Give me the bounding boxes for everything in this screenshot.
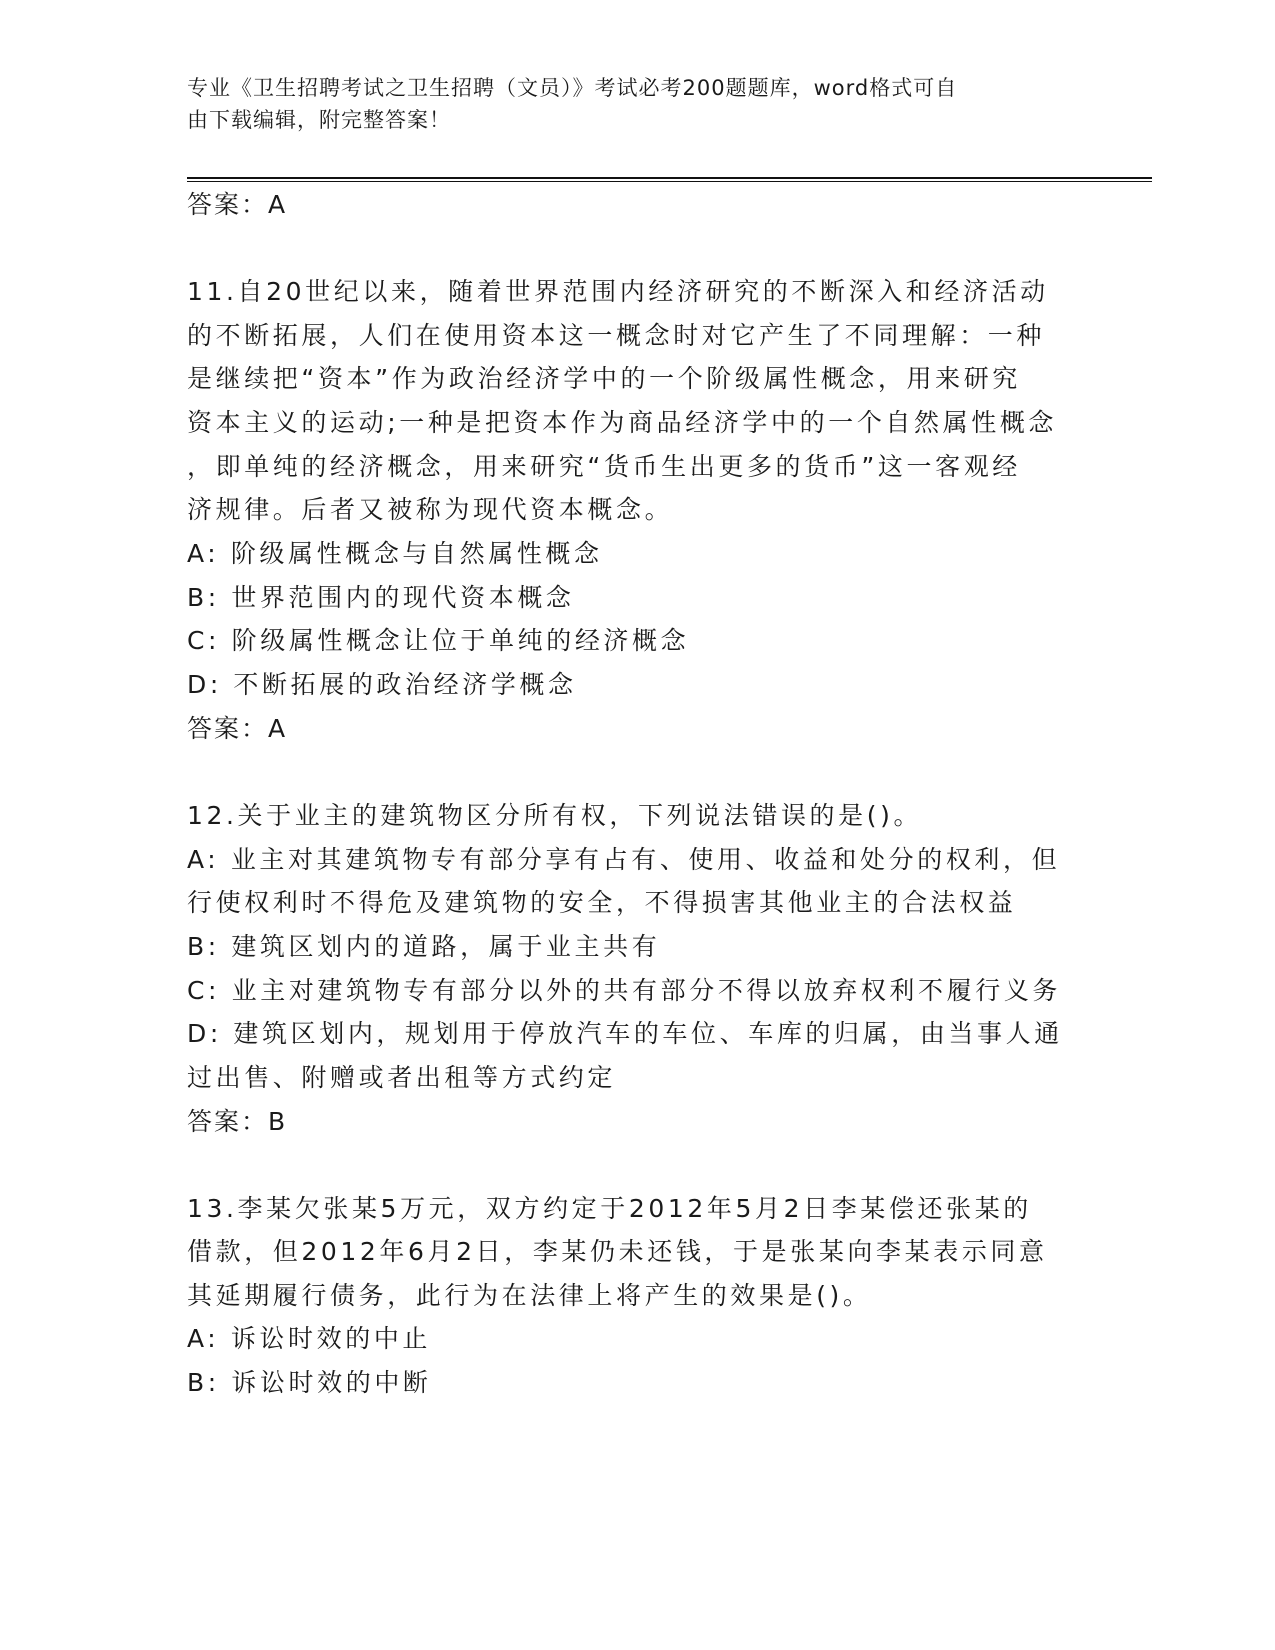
q11-option-b: B: 世界范围内的现代资本概念	[187, 583, 575, 612]
q12-option-a-cont: 行使权利时不得危及建筑物的安全，不得损害其他业主的合法权益	[187, 888, 1017, 917]
header-divider	[187, 177, 1152, 182]
q12-answer: 答案：B	[187, 1107, 288, 1136]
q13-text-line-2: 借款，但2012年6月2日，李某仍未还钱，于是张某向李某表示同意	[187, 1237, 1048, 1266]
q12-option-a: A: 业主对其建筑物专有部分享有占有、使用、收益和处分的权利，但	[187, 845, 1061, 874]
q12-option-d-cont: 过出售、附赠或者出租等方式约定	[187, 1063, 617, 1092]
q11-option-c: C: 阶级属性概念让位于单纯的经济概念	[187, 626, 690, 655]
q12-option-c: C: 业主对建筑物专有部分以外的共有部分不得以放弃权利不履行义务	[187, 976, 1062, 1005]
q12-text-line-1: 12.关于业主的建筑物区分所有权，下列说法错误的是()。	[187, 801, 923, 830]
q13-text-line-3: 其延期履行债务，此行为在法律上将产生的效果是()。	[187, 1281, 872, 1310]
header-line-2: 由下载编辑，附完整答案！	[187, 108, 451, 132]
q11-option-a: A: 阶级属性概念与自然属性概念	[187, 539, 603, 568]
q12-option-b: B: 建筑区划内的道路，属于业主共有	[187, 932, 661, 961]
q11-text-line-6: 济规律。后者又被称为现代资本概念。	[187, 495, 674, 524]
q11-text-line-3: 是继续把“资本”作为政治经济学中的一个阶级属性概念，用来研究	[187, 364, 1021, 393]
q12-option-d: D: 建筑区划内，规划用于停放汽车的车位、车库的归属，由当事人通	[187, 1019, 1063, 1048]
document-header	[187, 72, 1087, 136]
q11-text-line-5: ，即单纯的经济概念，用来研究“货币生出更多的货币”这一客观经	[187, 452, 1021, 481]
q11-text-line-2: 的不断拓展，人们在使用资本这一概念时对它产生了不同理解：一种	[187, 321, 1046, 350]
q11-answer: 答案：A	[187, 714, 288, 743]
q13-option-b: B: 诉讼时效的中断	[187, 1368, 432, 1397]
q11-text-line-1: 11.自20世纪以来，随着世界范围内经济研究的不断深入和经济活动	[187, 277, 1049, 306]
q13-option-a: A: 诉讼时效的中止	[187, 1324, 432, 1353]
answer-previous: 答案：A	[187, 190, 288, 219]
q13-text-line-1: 13.李某欠张某5万元，双方约定于2012年5月2日李某偿还张某的	[187, 1194, 1032, 1223]
q11-option-d: D: 不断拓展的政治经济学概念	[187, 670, 577, 699]
header-line-1: 专业《卫生招聘考试之卫生招聘（文员）》考试必考200题题库，word格式可自	[187, 76, 958, 100]
q11-text-line-4: 资本主义的运动;一种是把资本作为商品经济学中的一个自然属性概念	[187, 408, 1058, 437]
